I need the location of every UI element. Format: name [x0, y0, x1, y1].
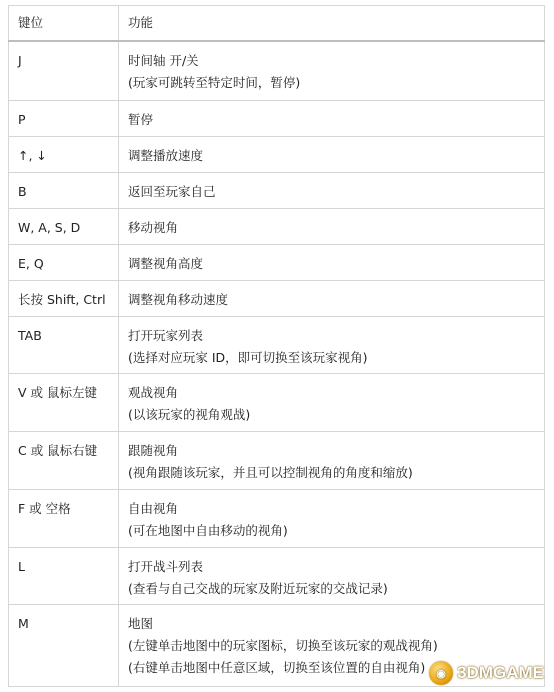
- function-label: 移动视角: [128, 219, 179, 235]
- table-row: [9, 316, 545, 373]
- function-label: 调整视角高度: [128, 255, 204, 271]
- row-key: W, A, S, D: [9, 208, 119, 244]
- row-function: [119, 136, 545, 172]
- table-row: [9, 489, 545, 547]
- function-label: 观战视角: [128, 384, 179, 400]
- table-row: [9, 547, 545, 604]
- watermark-text: 3DMGAME: [457, 663, 544, 682]
- table-row: [9, 172, 545, 208]
- row-function: [119, 208, 545, 244]
- function-label: 调整播放速度: [128, 147, 204, 163]
- header-function: 功能: [119, 6, 545, 42]
- table-row: [9, 244, 545, 280]
- row-function: [119, 316, 545, 373]
- row-function: [119, 489, 545, 547]
- row-function: [119, 547, 545, 604]
- row-function: [119, 431, 545, 489]
- table-row: [9, 136, 545, 172]
- row-function: [119, 100, 545, 136]
- function-note: (查看与自己交战的玩家及附近玩家的交战记录): [128, 580, 388, 596]
- row-key: TAB: [9, 316, 119, 373]
- header-key: 键位: [9, 6, 119, 42]
- row-key: L: [9, 547, 119, 604]
- function-label: 打开战斗列表: [128, 558, 204, 574]
- table-row: [9, 208, 545, 244]
- table-header-row: [9, 6, 545, 42]
- function-label: 打开玩家列表: [128, 327, 204, 343]
- row-key: ↑, ↓: [9, 136, 119, 172]
- function-label: 自由视角: [128, 500, 179, 516]
- function-note: (可在地图中自由移动的视角): [128, 522, 288, 538]
- function-label: 返回至玩家自己: [128, 183, 216, 199]
- row-key: 长按 Shift, Ctrl: [9, 280, 119, 316]
- function-note-2: (右键单击地图中任意区域，切换至该位置的自由视角): [128, 659, 426, 675]
- function-note: (视角跟随该玩家，并且可以控制视角的角度和缩放): [128, 464, 413, 480]
- table-row: [9, 280, 545, 316]
- row-function: [119, 244, 545, 280]
- table-row: [9, 100, 545, 136]
- function-label: 跟随视角: [128, 442, 179, 458]
- function-note: (左键单击地图中的玩家图标，切换至该玩家的观战视角): [128, 637, 438, 653]
- row-key: M: [9, 604, 119, 686]
- table-row: [9, 373, 545, 431]
- row-key: B: [9, 172, 119, 208]
- function-label: 地图: [128, 615, 154, 631]
- row-function: [119, 280, 545, 316]
- watermark: [429, 660, 544, 686]
- key-bindings-table: [8, 5, 545, 687]
- row-key: E, Q: [9, 244, 119, 280]
- function-note: (选择对应玩家 ID，即可切换至该玩家视角): [128, 349, 368, 365]
- function-label: 调整视角移动速度: [128, 291, 229, 307]
- row-key: J: [9, 41, 119, 100]
- row-key: F 或 空格: [9, 489, 119, 547]
- row-key: V 或 鼠标左键: [9, 373, 119, 431]
- table-row: [9, 41, 545, 100]
- function-note: (玩家可跳转至特定时间，暂停): [128, 75, 301, 90]
- function-label: 暂停: [128, 111, 154, 127]
- row-key: C 或 鼠标右键: [9, 431, 119, 489]
- row-function: [119, 41, 545, 100]
- function-label: 时间轴 开/关: [128, 53, 199, 68]
- table-row: [9, 431, 545, 489]
- game-logo-icon: ◉: [429, 661, 453, 685]
- function-note: (以该玩家的视角观战): [128, 406, 251, 422]
- row-function: [119, 373, 545, 431]
- row-key: P: [9, 100, 119, 136]
- row-function: [119, 172, 545, 208]
